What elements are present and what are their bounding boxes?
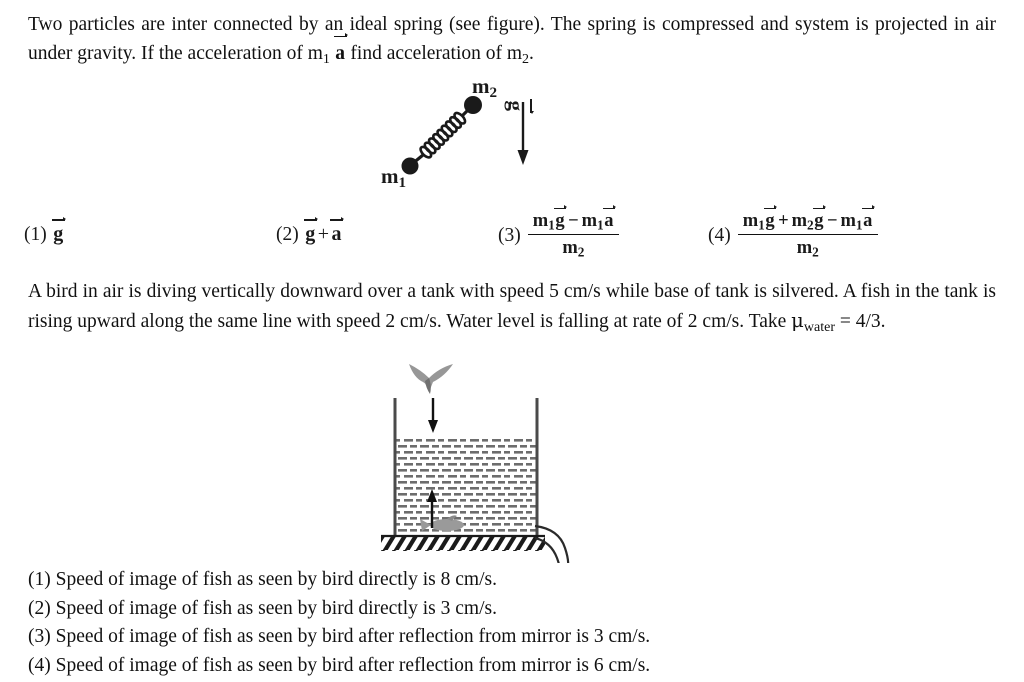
option-4-minus: −	[826, 211, 838, 231]
option-2-vector-g: g	[305, 223, 316, 245]
spring-helix	[419, 111, 467, 159]
option-2-expression	[305, 223, 342, 246]
question-1-option-4[interactable]	[708, 211, 878, 260]
question-1-vector-a: a	[335, 39, 346, 68]
gravity-g-letter: g	[504, 100, 528, 111]
question-2-option-3[interactable]: (3) Speed of image of fish as seen by bird after reflection from mirror is 3 cm/s.	[28, 626, 651, 647]
question-2-mu-value: = 4/3.	[835, 311, 886, 332]
question-1-option-3[interactable]	[498, 211, 619, 260]
option-3-m1a: $m_1$	[532, 211, 555, 233]
option-4-vector-g1: g	[765, 211, 775, 231]
tank-figure	[375, 358, 605, 563]
question-1-option-2[interactable]	[276, 223, 342, 246]
bird-motion-arrow-icon	[428, 398, 438, 433]
option-3-minus: −	[568, 211, 579, 231]
mass-m2-label	[472, 74, 497, 102]
question-1-options	[24, 205, 996, 267]
option-2-vector-a: a	[331, 223, 342, 245]
option-4-m1b: $m_1$	[840, 211, 863, 233]
tank-silvered-base	[381, 536, 545, 551]
option-3-number: (3)	[498, 224, 521, 246]
option-4-plus: +	[778, 211, 789, 231]
option-1-number: (1)	[24, 223, 47, 245]
question-2-mu-subscript: water	[803, 318, 835, 335]
question-2-option-1[interactable]: (1) Speed of image of fish as seen by bird directly is 8 cm/s.	[28, 569, 497, 590]
question-2-options	[28, 566, 988, 680]
question-1-text	[28, 10, 996, 74]
question-2-body: A bird in air is diving vertically downward over a tank with speed 5 cm/s while base of tank is silvered. A fish in the tank is rising upward along the same line with speed 2 cm/s. Water level is falling at rate of 2 cm/s. Take	[28, 281, 996, 332]
mass-m2-letter: m	[472, 74, 490, 98]
gravity-vector-label	[503, 100, 528, 112]
option-4-number: (4)	[708, 224, 731, 246]
spring-coil-icon	[412, 107, 471, 164]
option-2-plus: +	[317, 223, 330, 245]
tank-water	[396, 438, 537, 535]
question-1-period: .	[529, 43, 534, 64]
option-3-m1b: $m_1$	[581, 211, 604, 233]
question-1-body-part1: Two particles are inter connected by an ideal spring (see figure). The spring is compressed and system is projected in air under gravity. If the acceleration of m	[28, 14, 996, 64]
option-4-m1a: $m_1$	[742, 211, 765, 233]
question-2-text	[28, 277, 996, 342]
option-2-number: (2)	[276, 223, 299, 245]
spring-figure	[376, 76, 606, 198]
mass-m1-subscript: 1	[398, 175, 407, 192]
option-4-denominator: $m_2$	[796, 238, 819, 260]
option-1-expression: g	[53, 223, 64, 245]
option-3-vector-a: a	[604, 211, 614, 231]
question-1-body-part2: find acceleration of m	[345, 43, 523, 64]
mass-m2-subscript: 2	[489, 85, 498, 102]
option-3-denominator: $m_2$	[562, 238, 585, 260]
option-3-vector-g: g	[555, 211, 565, 231]
option-4-fraction	[738, 211, 878, 260]
question-1-m1-subscript: 1	[322, 50, 330, 67]
mass-m1-letter: m	[381, 164, 399, 188]
question-1-m2-subscript: 2	[522, 50, 530, 67]
option-3-fraction	[528, 211, 619, 260]
question-2-option-4[interactable]: (4) Speed of image of fish as seen by bird after reflection from mirror is 6 cm/s.	[28, 654, 651, 676]
option-3-numerator	[528, 211, 619, 235]
option-4-numerator	[738, 211, 878, 235]
option-4-vector-g2: g	[814, 211, 824, 231]
tank-figure-svg	[375, 358, 605, 563]
mass-m1-label	[381, 164, 406, 192]
option-4-vector-a: a	[863, 211, 873, 231]
option-4-m2: $m_2$	[791, 211, 814, 233]
bird-icon	[409, 364, 453, 394]
question-2-mu-symbol: μ	[791, 309, 804, 332]
question-2-option-2[interactable]: (2) Speed of image of fish as seen by bird directly is 3 cm/s.	[28, 597, 497, 619]
question-1-option-1[interactable]	[24, 223, 64, 246]
